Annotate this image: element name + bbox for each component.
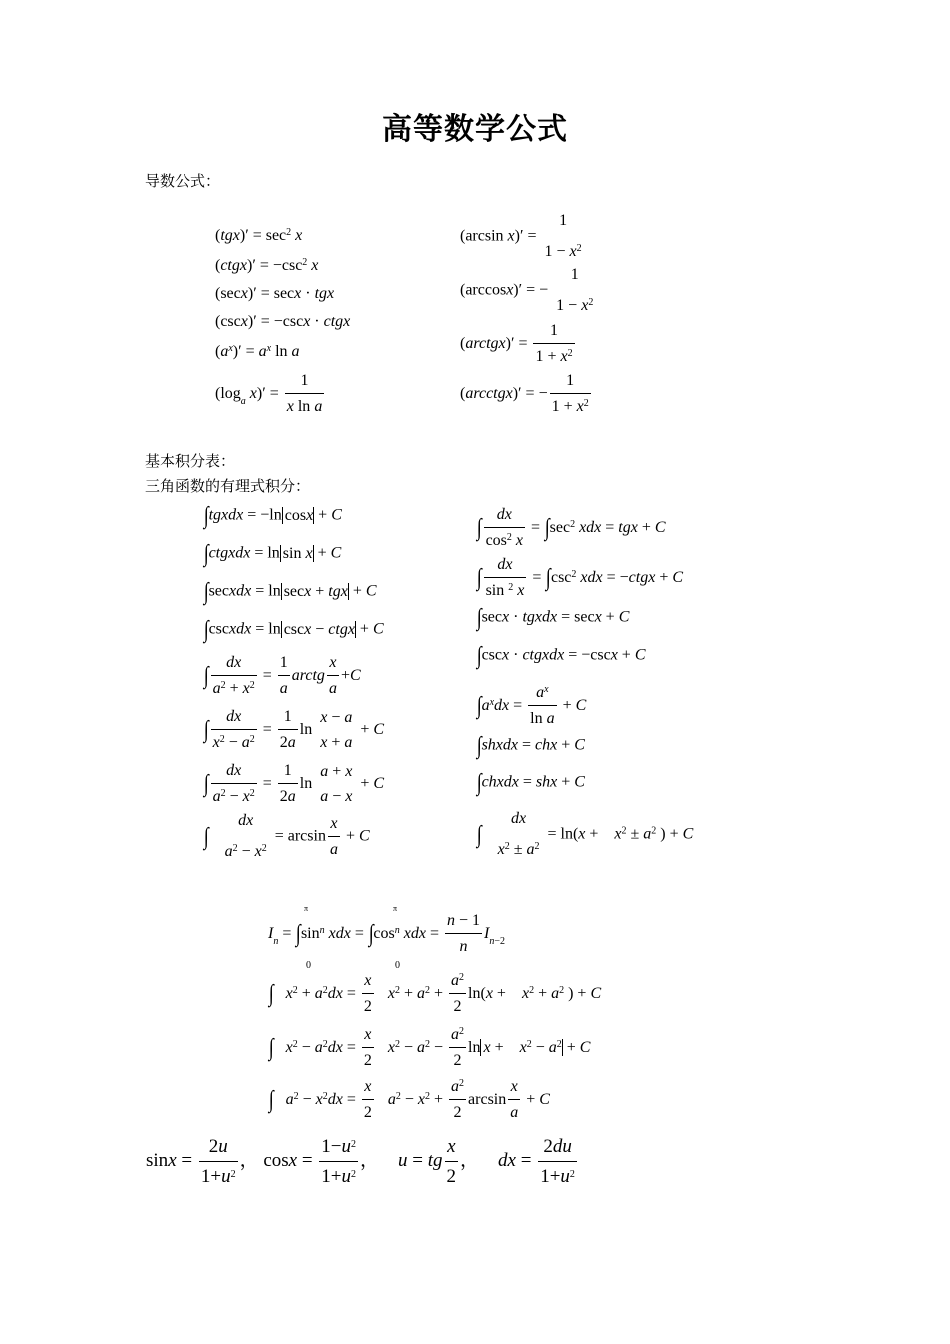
formula-deriv-tg: $(tgx)' = \sec^2 x$	[215, 227, 303, 244]
limit-upper-pi-2: π	[304, 904, 309, 913]
formula-int-ln-sqrt: ∫ dx $x^2 \pm a^2$ = ln(x + $x^2 \pm a^2$ ) + C	[476, 810, 694, 859]
formula-int-csc: ∫cscxdx = ln cscx − ctgx + C	[203, 617, 384, 643]
formula-int-x2-minus-a2: ∫ $\frac{dx}{x^2 - a^2}$ = $\frac{1}{2a}$ ln x − a x + a + C	[203, 708, 385, 752]
section-heading-basic-integrals: 基本积分表：	[145, 452, 236, 470]
formula-int-a2-minus-x2: ∫ $\frac{dx}{a^2 - x^2}$ = $\frac{1}{2a}$ ln a + x a − x + C	[203, 762, 385, 806]
formula-int-ax: $\int a^xdx$ = $\frac{a^x}{\text{ln a}}$ + C	[476, 684, 587, 728]
page-title: 高等数学公式	[382, 112, 568, 147]
section-heading-trig-rational: 三角函数的有理式积分：	[145, 477, 311, 495]
formula-deriv-csc: (cscx)′ = −cscx · ctgx	[215, 313, 351, 330]
limit-lower-0: 0	[306, 960, 311, 971]
formula-int-sqrt-a2-minus-x2: ∫ $a^2 - x^2dx$ = $\frac{x}{2}$ $a^2 - x^2$ + $\frac{a^2}{2}$ arcsin $\frac{x}{a}$ + C	[268, 1078, 550, 1122]
formula-deriv-arccos: (arccosx)′ = − 1 $1 - x^2$	[460, 266, 594, 315]
formula-reduction-In: $I_n = \int\sin^n$ xdx = $\int\cos^n$ xdx = $\frac{n - 1}{n}$ $I_{n-2}$	[268, 912, 505, 956]
limit-lower-0-b: 0	[395, 960, 400, 971]
formula-deriv-arcsin: (arcsin x)′ = 1 $1 - x^2$	[460, 212, 582, 261]
section-heading-derivatives: 导数公式：	[145, 172, 221, 190]
formula-universal-substitution: sinx = $\frac{2u}{1+u^2}$ ， cosx = $\frac{1-u^2}{1+u^2}$ ， u = tg $\frac{x}{2}$ ， dx = $\frac{2du}{1+u^2}$	[146, 1136, 575, 1187]
limit-upper-pi-2-b: π	[393, 904, 398, 913]
formula-int-ctg: ∫ctgxdx = ln sin x + C	[203, 541, 342, 567]
formula-int-sqrt-x2-minus-a2: ∫ $x^2 - a^2dx$ = $\frac{x}{2}$ $x^2 - a^2$ − $\frac{a^2}{2}$ ln x + $x^2 - a^2 + C$	[268, 1026, 591, 1070]
formula-deriv-ctg: (ctgx)′ = $-\csc^2$ x	[215, 257, 319, 274]
formula-int-a2-plus-x2: ∫ $\frac{dx}{a^2 + x^2}$ = $\frac{1}{a}$ arctg $\frac{x}{a}$ +C	[203, 654, 361, 698]
formula-int-shx: ∫shxdx = chx + C	[476, 733, 585, 759]
formula-int-sec-tg: ∫secx · tgxdx = secx + C	[476, 605, 630, 631]
formula-deriv-arctg: (arctgx)′ = $\frac{1}{1 + x^2}$	[460, 322, 573, 366]
formula-int-tg: ∫tgxdx = −ln cosx + C	[203, 503, 342, 529]
formula-int-sec2: ∫ $\frac{dx}{\cos^2 x}$ = $\int\sec^2$ xdx = tgx + C	[476, 506, 666, 550]
formula-deriv-log: ($\log_a$ x)′ = $\frac{1}{\text{x ln a}}$	[215, 372, 323, 416]
formula-int-sec: ∫secxdx = ln secx + tgx + C	[203, 579, 377, 605]
formula-deriv-exp: $(a^x)' = a^x$ ln a	[215, 343, 300, 360]
formula-int-csc2: ∫ $\frac{dx}{\sin ^2 x}$ = $\int\csc^2$ xdx = −ctgx + C	[476, 556, 684, 600]
formula-int-sqrt-x2-plus-a2: ∫ $x^2 + a^2dx$ = $\frac{x}{2}$ $x^2 + a^2$ + $\frac{a^2}{2}$ ln(x + $x^2 + a^2$ ) + C	[268, 972, 602, 1016]
formula-deriv-arcctg: (arcctgx)′ = − $\frac{1}{1 + x^2}$	[460, 372, 589, 416]
formula-deriv-sec: (secx)′ = secx · tgx	[215, 285, 335, 302]
formula-int-csc-ctg: ∫cscx · ctgxdx = −cscx + C	[476, 643, 646, 669]
formula-int-arcsin: ∫ dx $a^2 - x^2$ = arcsin $\frac{x}{a}$ + C	[203, 812, 370, 861]
formula-int-chx: ∫chxdx = shx + C	[476, 770, 585, 796]
